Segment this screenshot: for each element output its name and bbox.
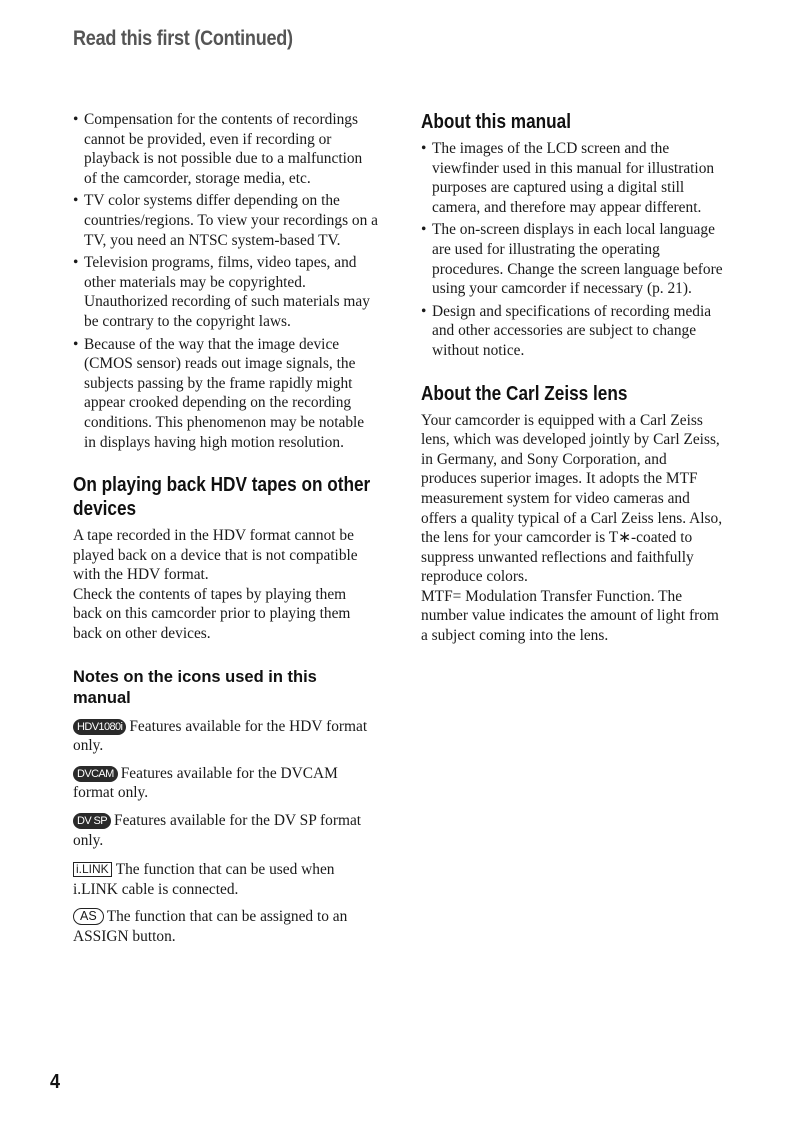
icons-section-heading: Notes on the icons used in this manual: [73, 667, 317, 707]
list-item: • TV color systems differ depending on the countries/regions. To view your recordings on a TV, you need an NTSC system-based TV.: [73, 192, 378, 249]
list-item: • Television programs, films, video tapes, and other materials may be copyrighted. Unauthorized recording of such materials may be contrary to the copyright laws.: [73, 254, 370, 330]
icon-note-dvsp: DV SP Features available for the DV SP format only.: [73, 812, 362, 849]
list-item: • Compensation for the contents of recordings cannot be provided, even if recording or playback is not possible due to a malfunction of the camcorder, storage media, etc.: [73, 111, 363, 187]
dv-sp-icon: DV SP: [73, 813, 111, 829]
zeiss-paragraph-2: MTF= Modulation Transfer Function. The number value indicates the amount of light from a subject coming into the lens.: [421, 587, 719, 645]
icon-note-hdv: HDV1080i Features available for the HDV format only.: [73, 717, 368, 755]
icon-note-assign: AS The function that can be assigned to an ASSIGN button.: [73, 908, 348, 945]
zeiss-section-heading: About the Carl Zeiss lens: [421, 382, 628, 405]
list-item: • Because of the way that the image device (CMOS sensor) reads out image signals, the subjects passing by the frame rapidly might appear crooked depending on the recording conditions. This phenomenon may be notable in displays having high motion resolution.: [73, 335, 365, 451]
ilink-icon: i.LINK: [73, 862, 112, 877]
list-item: • Design and specifications of recording media and other accessories are subject to change without notice.: [421, 302, 712, 359]
list-item: • The images of the LCD screen and the viewfinder used in this manual for illustration purposes are captured using a digital still camera, and therefore may appear different.: [421, 140, 715, 216]
icon-note-ilink: i.LINK The function that can be used when i.LINK cable is connected.: [73, 861, 335, 898]
icon-note-dvcam: DVCAM Features available for the DVCAM format only.: [73, 764, 338, 802]
hdv-paragraph-1: A tape recorded in the HDV format cannot be played back on a device that is not compatible with the HDV format.: [73, 527, 358, 584]
page-number: 4: [50, 1071, 61, 1093]
hdv1080i-icon: HDV1080i: [73, 719, 126, 735]
hdv-section-heading: On playing back HDV tapes on other devices: [73, 474, 371, 521]
left-column: [73, 110, 378, 955]
right-column: [421, 110, 726, 646]
left-bullet-list: [73, 110, 378, 452]
manual-section-heading: About this manual: [421, 111, 572, 133]
list-item: • The on-screen displays in each local language are used for illustrating the operating procedures. Change the screen language before using your camcorder if necessary (p. 21).: [421, 221, 723, 298]
assign-icon: AS: [73, 908, 104, 925]
hdv-paragraph-2: Check the contents of tapes by playing them back on this camcorder prior to playing them back on other devices.: [73, 585, 351, 643]
dvcam-icon: DVCAM: [73, 766, 118, 782]
zeiss-paragraph-1: Your camcorder is equipped with a Carl Zeiss lens, which was developed jointly by Carl Zeiss, in Germany, and Sony Corporation, and produces superior images. It adopts the MTF measurement system for video cameras and offers a quality typical of a Carl Zeiss lens. Also, the lens for your camcorder is T∗-coated to suppress unwanted reflections and faithfully reproduce colors.: [421, 411, 723, 586]
page-header-title: Read this first (Continued): [73, 27, 293, 50]
manual-bullet-list: [421, 139, 726, 361]
